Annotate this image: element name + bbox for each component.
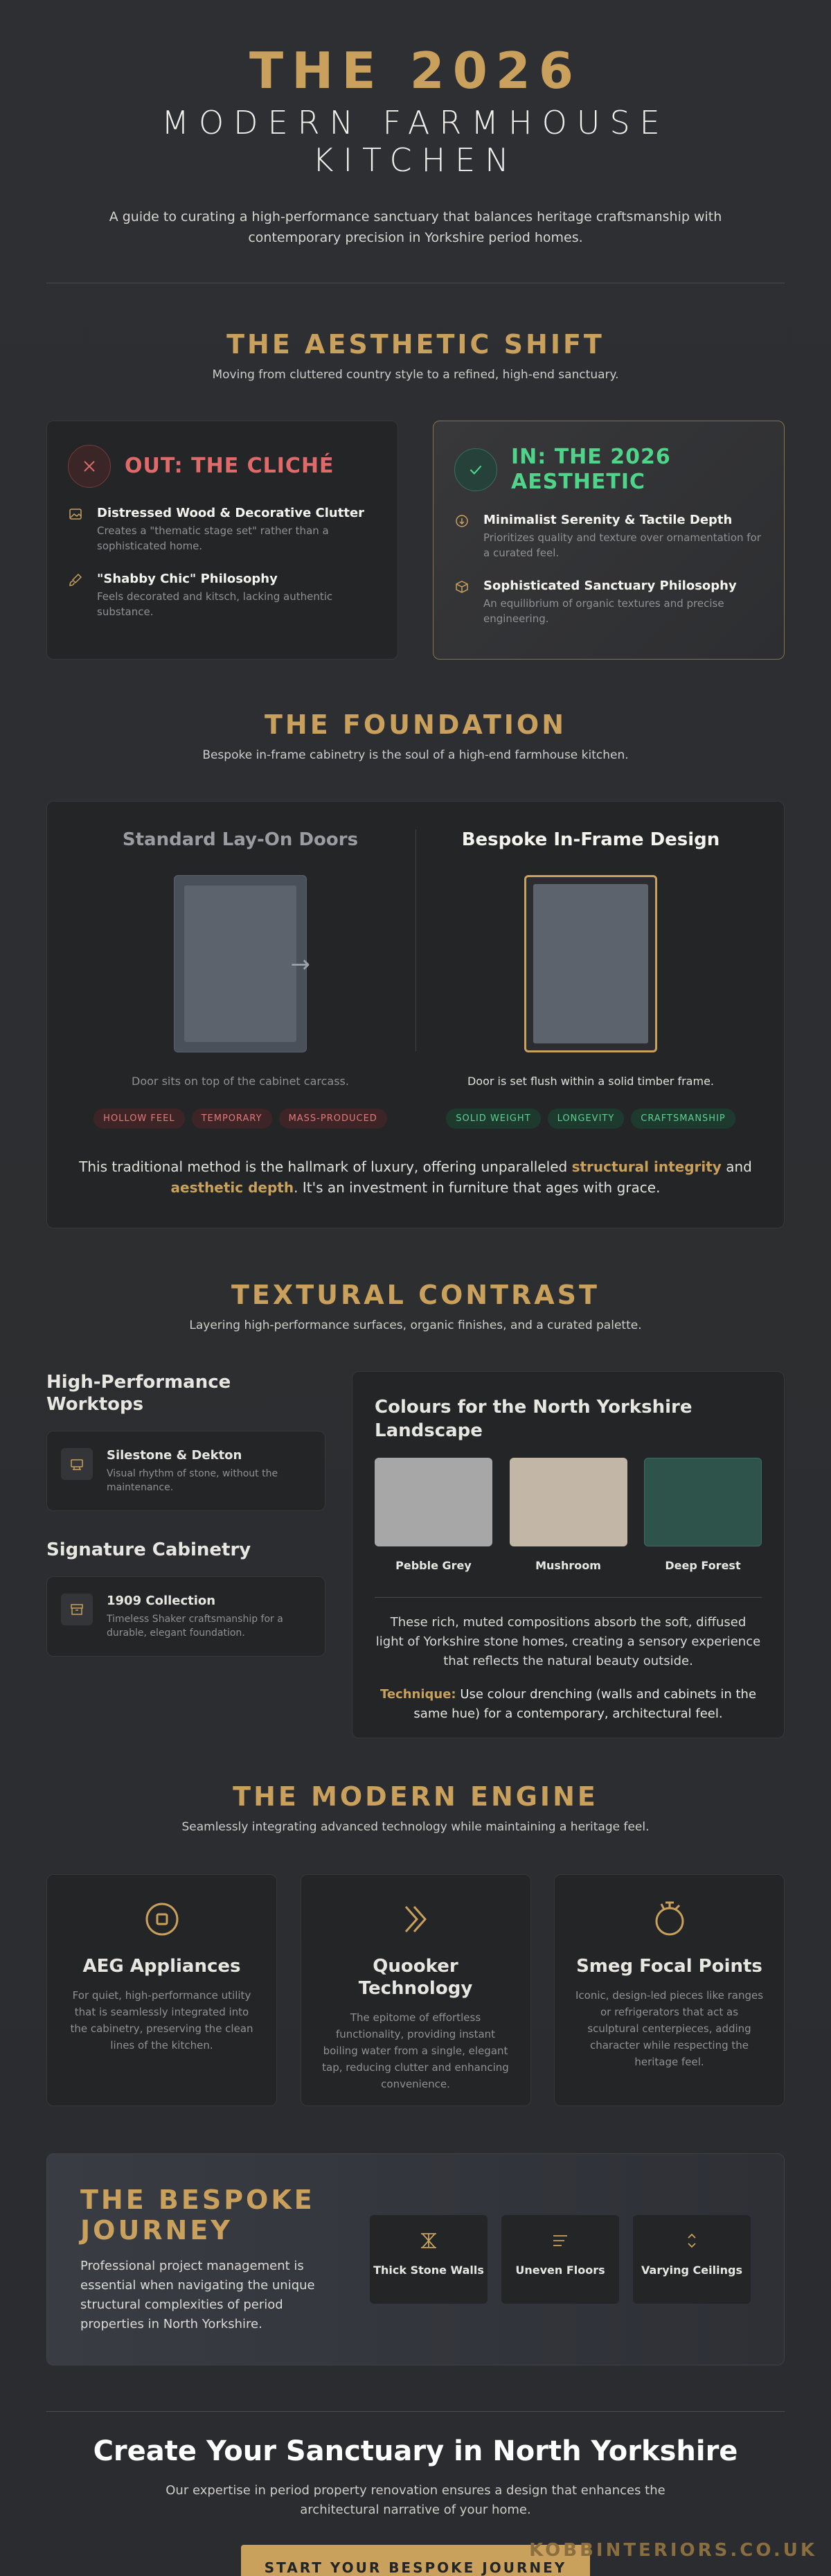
swatch-deep-forest: [644, 1458, 762, 1572]
out-label: OUT: THE CLICHÉ: [125, 454, 334, 478]
journey-item-thick-stone-walls: [370, 2215, 488, 2304]
foundation-summary: This traditional method is the hallmark of luxury, offering unparalleled structural integrity and aesthetic depth. It's an investment in furniture that ages with grace.: [79, 1158, 752, 1196]
item-desc: Visual rhythm of stone, without the maintenance.: [107, 1468, 278, 1493]
swatch-mushroom: [510, 1458, 627, 1572]
hero: [46, 0, 785, 248]
swatch-name: Mushroom: [535, 1559, 601, 1572]
card-title: AEG Appliances: [82, 1956, 241, 1977]
out-card: [46, 421, 398, 660]
in-card: [433, 421, 785, 660]
hero-title: THE 2026: [249, 42, 582, 100]
item-title: 1909 Collection: [107, 1594, 216, 1608]
card-title: Smeg Focal Points: [576, 1956, 762, 1977]
swatch-name: Deep Forest: [665, 1559, 741, 1572]
journey-title: THE BESPOKE JOURNEY: [80, 2185, 315, 2246]
worktops-heading: High-Performance Worktops: [46, 1372, 231, 1415]
swatch-color: [375, 1458, 492, 1546]
door-caption: Door is set flush within a solid timber frame.: [467, 1075, 714, 1088]
section-title: THE FOUNDATION: [265, 709, 566, 740]
cta-description: Our expertise in period property renovation ensures a design that enhances the architectural narrative of your home.: [166, 2483, 665, 2517]
card-desc: The epitome of effortless functionality, providing instant boiling water from a single, elegant tap, reducing clutter and enhancing convenience.: [322, 2011, 509, 2090]
tag: LONGEVITY: [548, 1109, 625, 1129]
countertop-icon: [61, 1448, 93, 1480]
quooker-card: [301, 1874, 531, 2106]
list-item: [68, 572, 377, 619]
paint-icon: [68, 573, 83, 619]
palette-card: [352, 1371, 785, 1738]
image-icon: [68, 507, 83, 554]
cta-title: Create Your Sanctuary in North Yorkshire: [93, 2435, 738, 2467]
journey-section: [46, 2153, 785, 2365]
engine-section: [46, 1781, 785, 2106]
item-desc: Prioritizes quality and texture over ornamentation for a curated feel.: [483, 531, 761, 559]
item-desc: Creates a "thematic stage set" rather than a sophisticated home.: [97, 524, 329, 552]
kettle-icon: [574, 1900, 765, 1939]
section-subtitle: Layering high-performance surfaces, organic finishes, and a curated palette.: [189, 1318, 642, 1332]
list-item: [68, 506, 377, 554]
lay-on-door-illustration: [174, 875, 310, 1052]
archive-icon: [61, 1594, 93, 1625]
swatch-color: [510, 1458, 627, 1546]
item-title: "Shabby Chic" Philosophy: [97, 572, 278, 586]
in-frame-column: [428, 829, 753, 1129]
in-label-line1: IN: THE 2026: [511, 445, 671, 469]
list-item: [454, 513, 763, 561]
section-title: TEXTURAL CONTRAST: [231, 1280, 600, 1310]
swatch-color: [644, 1458, 762, 1546]
item-desc: An equilibrium of organic textures and precise engineering.: [483, 597, 724, 625]
column-heading: Standard Lay-On Doors: [122, 829, 359, 850]
check-icon: [454, 448, 497, 491]
smeg-card: [554, 1874, 785, 2106]
cube-icon: [454, 580, 470, 626]
brand-logo[interactable]: KOBBINTERIORS.CO.UK: [529, 2540, 817, 2561]
in-frame-door-illustration: [524, 875, 657, 1052]
appliance-icon: [66, 1900, 257, 1939]
in-label-line2: AESTHETIC: [511, 470, 646, 494]
worktop-item: [46, 1431, 325, 1511]
item-title: Sophisticated Sanctuary Philosophy: [483, 579, 737, 593]
tag: CRAFTSMANSHIP: [631, 1109, 735, 1129]
journey-item-label: Varying Ceilings: [641, 2264, 742, 2277]
section-title: THE MODERN ENGINE: [233, 1781, 598, 1812]
palette-description: These rich, muted compositions absorb the soft, diffused light of Yorkshire stone homes, creating a sensory experience that reflects the natural beauty outside.: [375, 1615, 761, 1668]
arrow-right-icon: →: [290, 951, 310, 978]
journey-item-varying-ceilings: [633, 2215, 751, 2304]
card-title: Quooker Technology: [358, 1956, 473, 1999]
hero-subtitle-line2: KITCHEN: [312, 141, 519, 179]
section-subtitle: Bespoke in-frame cabinetry is the soul of a high-end farmhouse kitchen.: [202, 748, 629, 762]
lay-on-column: [78, 829, 403, 1129]
journey-item-label: Uneven Floors: [515, 2264, 605, 2277]
journey-item-uneven-floors: [501, 2215, 619, 2304]
divider: [46, 2411, 785, 2412]
door-caption: Door sits on top of the cabinet carcass.: [132, 1075, 349, 1088]
swatch-pebble-grey: [375, 1458, 492, 1572]
section-subtitle: Seamlessly integrating advanced technology while maintaining a heritage feel.: [181, 1820, 650, 1834]
aeg-card: [46, 1874, 277, 2106]
technique-note: Technique: Use colour drenching (walls and cabinets in the same hue) for a contemporary, architectural feel.: [379, 1687, 757, 1721]
texture-section: [46, 1280, 785, 1738]
cabinetry-heading: Signature Cabinetry: [46, 1540, 251, 1560]
card-desc: For quiet, high-performance utility that is seamlessly integrated into the cabinetry, preserving the clean lines of the kitchen.: [70, 1989, 253, 2052]
journey-item-label: Thick Stone Walls: [373, 2264, 484, 2277]
journey-description: Professional project management is essential when navigating the unique structural complexities of period properties in North Yorkshire.: [80, 2259, 315, 2331]
aesthetic-shift-section: [46, 329, 785, 660]
tag: SOLID WEIGHT: [446, 1109, 540, 1129]
wall-icon: [370, 2230, 488, 2254]
palette-heading: Colours for the North Yorkshire Landscape: [375, 1397, 692, 1441]
swatch-name: Pebble Grey: [395, 1559, 472, 1572]
tag: TEMPORARY: [192, 1109, 272, 1129]
hero-description: A guide to curating a high-performance sanctuary that balances heritage craftsmanship with contemporary precision in Yorkshire period homes.: [109, 209, 722, 245]
section-subtitle: Moving from cluttered country style to a refined, high-end sanctuary.: [212, 368, 619, 382]
divider: [375, 1597, 762, 1598]
card-desc: Iconic, design-led pieces like ranges or refrigerators that act as sculptural centerpieces, adding character while respecting the heritage feel.: [575, 1989, 764, 2068]
circle-arrow-icon: [454, 514, 470, 561]
item-desc: Feels decorated and kitsch, lacking authentic substance.: [97, 590, 333, 618]
tag: MASS-PRODUCED: [279, 1109, 387, 1129]
hero-subtitle-line1: MODERN FARMHOUSE: [161, 104, 670, 141]
item-title: Minimalist Serenity & Tactile Depth: [483, 513, 733, 527]
uneven-lines-icon: [501, 2230, 619, 2254]
section-title: THE AESTHETIC SHIFT: [226, 329, 605, 360]
item-desc: Timeless Shaker craftsmanship for a durable, elegant foundation.: [107, 1614, 283, 1639]
item-title: Silestone & Dekton: [107, 1448, 242, 1463]
cabinet-item: [46, 1576, 325, 1657]
start-journey-button[interactable]: START YOUR BESPOKE JOURNEY: [241, 2545, 590, 2576]
content: [46, 0, 785, 2576]
list-item: [454, 579, 763, 626]
foundation-section: [46, 709, 785, 1228]
double-chevron-icon: [321, 1900, 511, 1939]
column-heading: Bespoke In-Frame Design: [461, 829, 720, 850]
item-title: Distressed Wood & Decorative Clutter: [97, 506, 365, 520]
up-down-chevron-icon: [633, 2230, 751, 2254]
foundation-card: [46, 801, 785, 1228]
close-icon: [68, 445, 111, 488]
tag: HOLLOW FEEL: [93, 1109, 184, 1129]
